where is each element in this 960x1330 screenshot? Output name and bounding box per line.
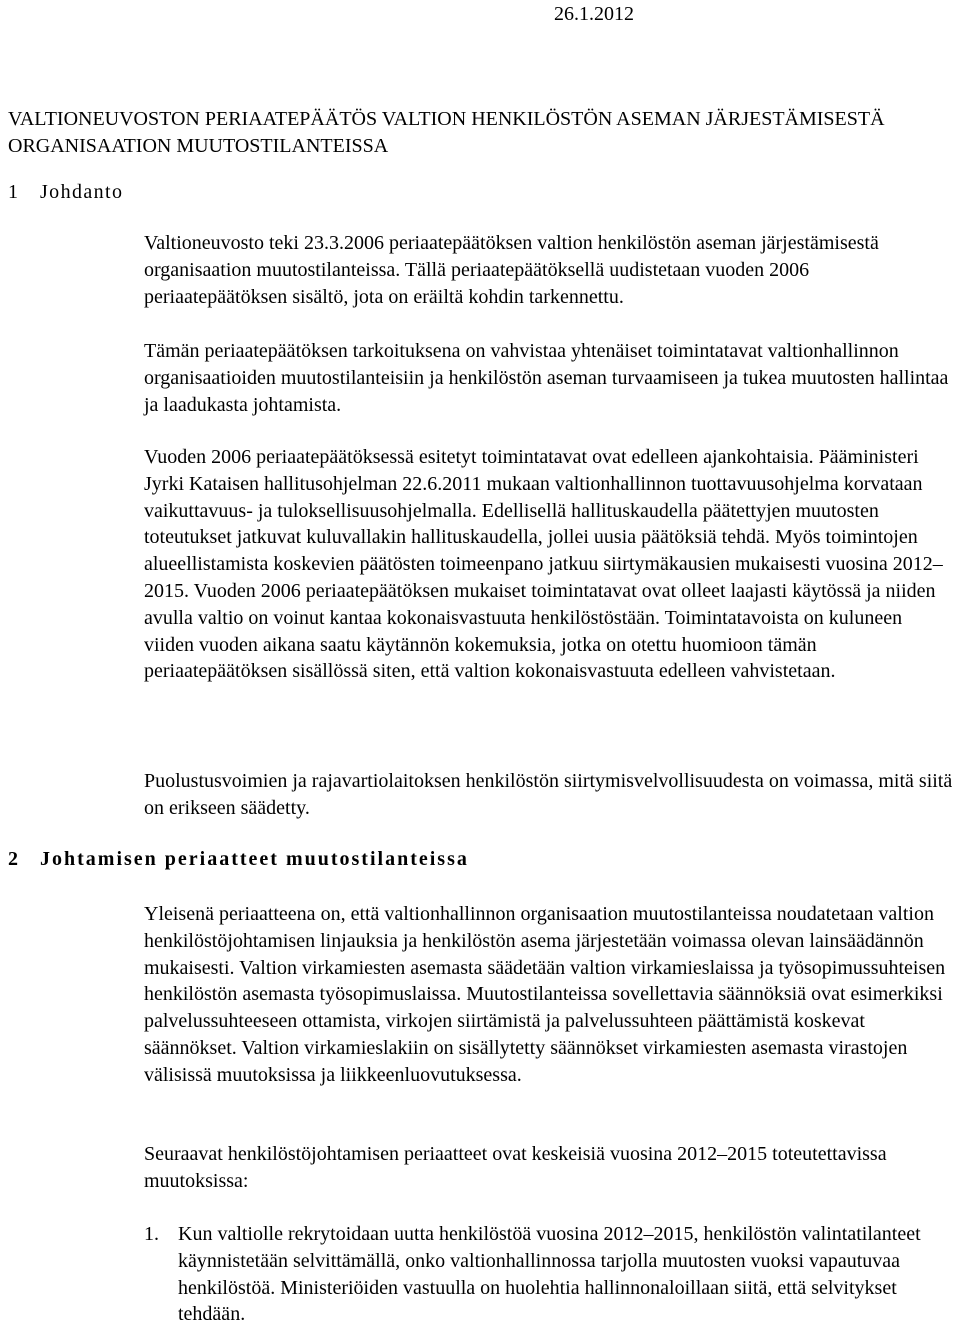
paragraph: Vuoden 2006 periaatepäätöksessä esitetyt toimintatavat ovat edelleen ajankohtaisia. Pääministeri Jyrki Kataisen hallitusohjelman 22.6.2011 mukaan valtionhallinnon tuottavuusohjelma korvataan vaikuttavuus- ja tuloksellisuusohjelmalla. Edellisellä hallituskaudella päätettyjen muutosten toteutukset jatkuvat kuluvallakin hallituskaudella, jollei uusia päätöksiä tehdä. Myös toimintojen alueellistamista koskevien päätösten toimeenpano jatkuu siirtymäkausien mukaisesti vuosina 2012–2015. Vuoden 2006 periaatepäätöksen mukaiset toimintatavat ovat olleet laajasti käytössä ja niiden avulla valtio on voinut kantaa kokonaisvastuuta henkilöstöstään. Toimintatavoista on kuluneen viiden vuoden aikana saatu käytännön kokemuksia, jotka on otettu huomioon tämän periaatepäätöksen sisällössä siten, että valtion kokonaisvastuuta edelleen vahvistetaan. [144, 446, 943, 683]
paragraph: Yleisenä periaatteena on, että valtionhallinnon organisaation muutostilanteissa noudatetaan valtion henkilöstöjohtamisen linjauksia ja henkilöstön asema järjestetään voimassa olevan lainsäädännön mukaisesti. Valtion virkamiesten asemasta säädetään valtion virkamieslaissa ja työsopimussuhteisen henkilöstön asemasta työsopimuslaissa. Muutostilanteissa sovellettavia säännöksiä ovat esimerkiksi palvelussuhteeseen ottamista, virkojen siirtämistä ja palvelussuhteen päättämistä koskevat säännökset. Valtion virkamieslakiin on sisällytetty säännökset virkamiesten asemasta virastojen välisissä muutoksissa ja liikkeenluovutuksessa. [144, 903, 946, 1086]
section-heading-2 [8, 848, 469, 871]
section-title: Johdanto [40, 181, 124, 203]
paragraph: Valtioneuvosto teki 23.3.2006 periaatepäätöksen valtion henkilöstön aseman järjestämisestä organisaation muutostilanteissa. Tällä periaatepäätöksellä uudistetaan vuoden 2006 periaatepäätöksen sisältö, jota on eräiltä kohdin tarkennettu. [144, 232, 879, 308]
list-marker: 1. [144, 1223, 159, 1245]
paragraph: Puolustusvoimien ja rajavartiolaitoksen henkilöstön siirtymisvelvollisuudesta on voimassa, mitä siitä on erikseen säädetty. [144, 770, 953, 819]
document-date: 26.1.2012 [554, 3, 634, 25]
section-title: Johtamisen periaatteet muutostilanteissa [40, 848, 469, 870]
document-title: VALTIONEUVOSTON PERIAATEPÄÄTÖS VALTION HENKILÖSTÖN ASEMAN JÄRJESTÄMISESTÄ ORGANISAATION MUUTOSTILANTEISSA [8, 108, 885, 157]
paragraph: Tämän periaatepäätöksen tarkoituksena on vahvistaa yhtenäiset toimintatavat valtionhallinnon organisaatioiden muutostilanteisiin ja henkilöstön aseman turvaamiseen ja tukea muutosten hallintaa ja laadukasta johtamista. [144, 340, 949, 416]
section-number: 2 [8, 848, 18, 870]
list-item-text: Kun valtiolle rekrytoidaan uutta henkilöstöä vuosina 2012–2015, henkilöstön valintatilanteet käynnistetään selvittämällä, onko valtionhallinnossa tarjolla muutosten vuoksi vapautuvaa henkilöstöä. Ministeriöiden vastuulla on huolehtia hallinnonaloillaan siitä, että selvitykset tehdään. [178, 1223, 921, 1326]
paragraph: Seuraavat henkilöstöjohtamisen periaatteet ovat keskeisiä vuosina 2012–2015 toteutettavissa muutoksissa: [144, 1143, 887, 1192]
section-heading-1 [8, 181, 123, 204]
list-item [144, 1221, 956, 1328]
section-number: 1 [8, 181, 18, 203]
